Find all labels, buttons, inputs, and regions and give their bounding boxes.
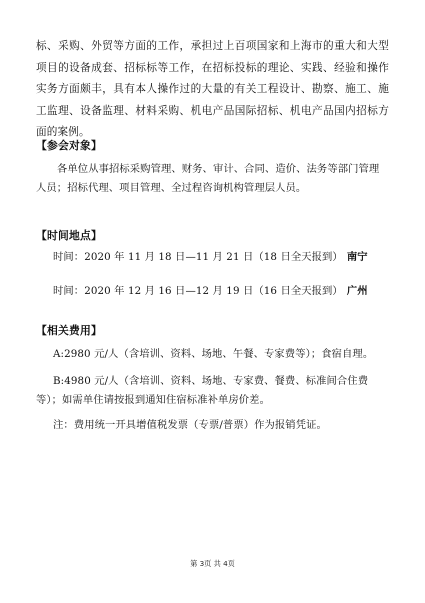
intro-paragraph: 标、采购、外贸等方面的工作，承担过上百项国家和上海市的重大和大型项目的设备成套、招标标等工作，在招标投标的理论、实践、经验和操作实务方面颇丰，具有本人操作过的大量的有关工程设计、勘察、施工、施工监理、设备监理、材料采购、机电产品国际招标、机电产品国内招标方面的案例。 [36,40,389,138]
participants-heading: 【参会对象】 [36,139,102,152]
schedule-city: 南宁 [346,251,368,263]
schedule-heading: 【时间地点】 [36,229,102,242]
schedule-item-nanning [53,248,393,267]
fee-option-a: A:2980 元/人（含培训、资料、场地、午餐、专家费等）；食宿自理。 [53,348,374,360]
fee-option-b: B:4980 元/人（含培训、资料、场地、专家费、餐费、标准间合住费等）；如需单住请按报到通知住宿标准补单房价差。 [36,375,369,406]
participants-text: 各单位从事招标采购管理、财务、审计、合同、造价、法务等部门管理人员；招标代理、项目管理、全过程咨询机构管理层人员。 [36,163,380,194]
fees-heading: 【相关费用】 [36,324,102,337]
schedule-time: 时间：2020 年 11 月 18 日—11 月 21 日（18 日全天报到） [53,251,343,263]
page-number: 第 3页 共 4页 [190,559,235,568]
schedule-item-guangzhou [53,282,393,301]
schedule-city: 广州 [346,285,368,297]
fee-note: 注：费用统一开具增值税发票（专票/普票）作为报销凭证。 [53,419,327,431]
schedule-time: 时间：2020 年 12 月 16 日—12 月 19 日（16 日全天报到） [53,285,343,297]
